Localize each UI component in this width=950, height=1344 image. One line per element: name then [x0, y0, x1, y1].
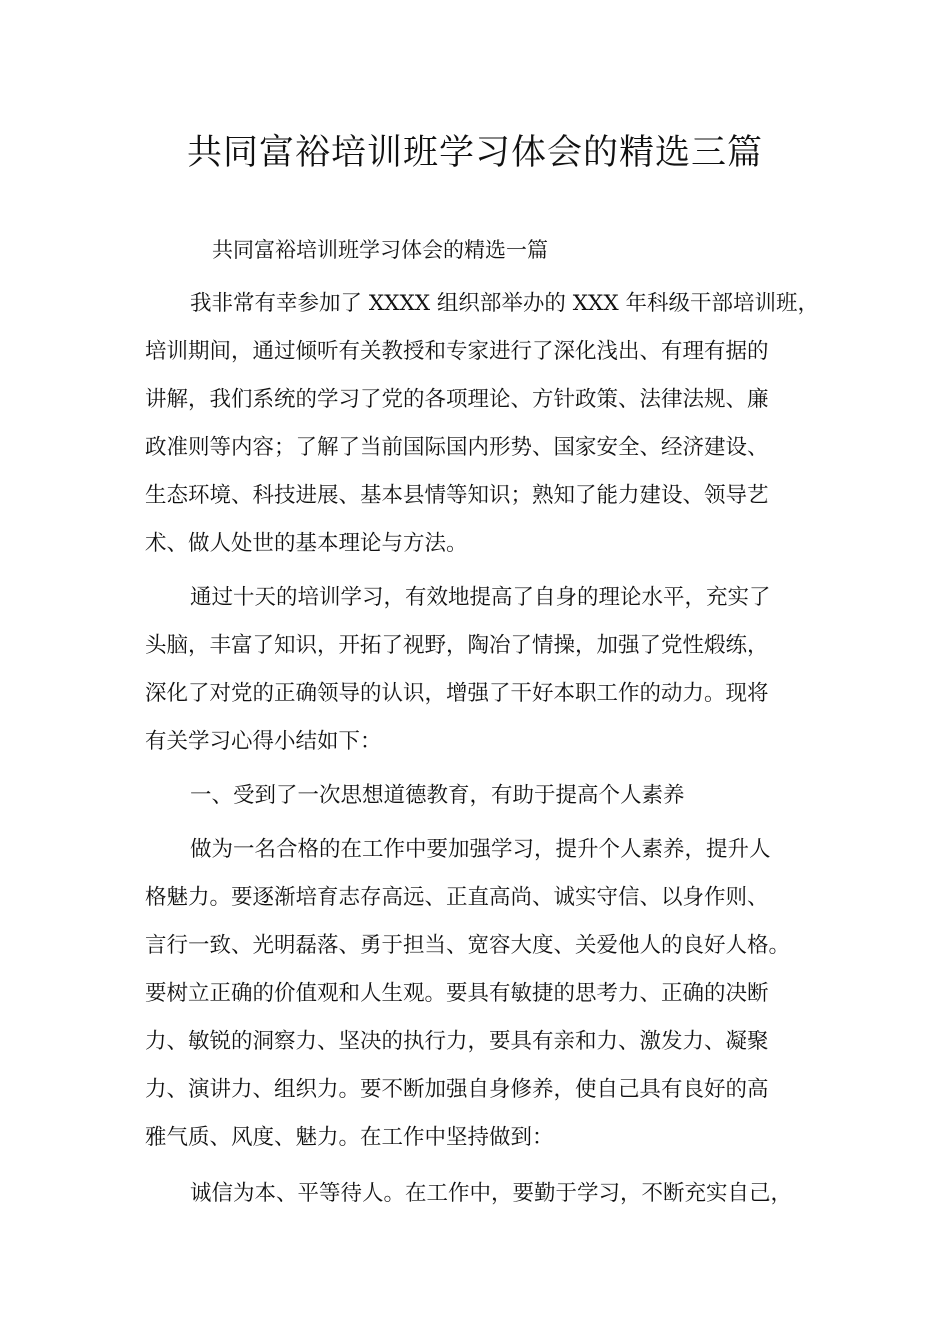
- body-line: 有关学习心得小结如下：: [145, 729, 382, 754]
- section-subtitle: 共同富裕培训班学习体会的精选一篇: [212, 238, 548, 262]
- body-line: 力、敏锐的洞察力、坚决的执行力，要具有亲和力、激发力、凝聚: [145, 1029, 769, 1054]
- body-line: 政准则等内容；了解了当前国际国内形势、国家安全、经济建设、: [145, 435, 769, 460]
- document-title: 共同富裕培训班学习体会的精选三篇: [186, 133, 763, 173]
- body-line: 做为一名合格的在工作中要加强学习，提升个人素养，提升人: [190, 837, 771, 862]
- body-line: 通过十天的培训学习，有效地提高了自身的理论水平，充实了: [190, 585, 771, 610]
- body-line: 格魅力。要逐渐培育志存高远、正直高尚、诚实守信、以身作则、: [145, 885, 769, 910]
- body-line: 头脑，丰富了知识，开拓了视野，陶冶了情操，加强了党性煅练，: [145, 633, 769, 658]
- body-line: 力、演讲力、组织力。要不断加强自身修养，使自己具有良好的高: [145, 1077, 769, 1102]
- body-line: 雅气质、风度、魅力。在工作中坚持做到：: [145, 1125, 554, 1150]
- body-line: 要树立正确的价值观和人生观。要具有敏捷的思考力、正确的决断: [145, 981, 769, 1006]
- section-heading: 一、受到了一次思想道德教育，有助于提高个人素养: [190, 783, 685, 808]
- body-line: 言行一致、光明磊落、勇于担当、宽容大度、关爱他人的良好人格。: [145, 933, 791, 958]
- body-line: 培训期间，通过倾听有关教授和专家进行了深化浅出、有理有据的: [145, 339, 769, 364]
- body-line: 讲解，我们系统的学习了党的各项理论、方针政策、法律法规、廉: [145, 387, 769, 412]
- body-line: 诚信为本、平等待人。在工作中，要勤于学习，不断充实自己，: [190, 1181, 793, 1206]
- body-line: 术、做人处世的基本理论与方法。: [145, 531, 468, 556]
- body-line: 深化了对党的正确领导的认识，增强了干好本职工作的动力。现将: [145, 681, 769, 706]
- body-line: 生态环境、科技进展、基本县情等知识；熟知了能力建设、领导艺: [145, 483, 769, 508]
- body-line: 我非常有幸参加了 XXXX 组织部举办的 XXX 年科级干部培训班，: [190, 291, 819, 316]
